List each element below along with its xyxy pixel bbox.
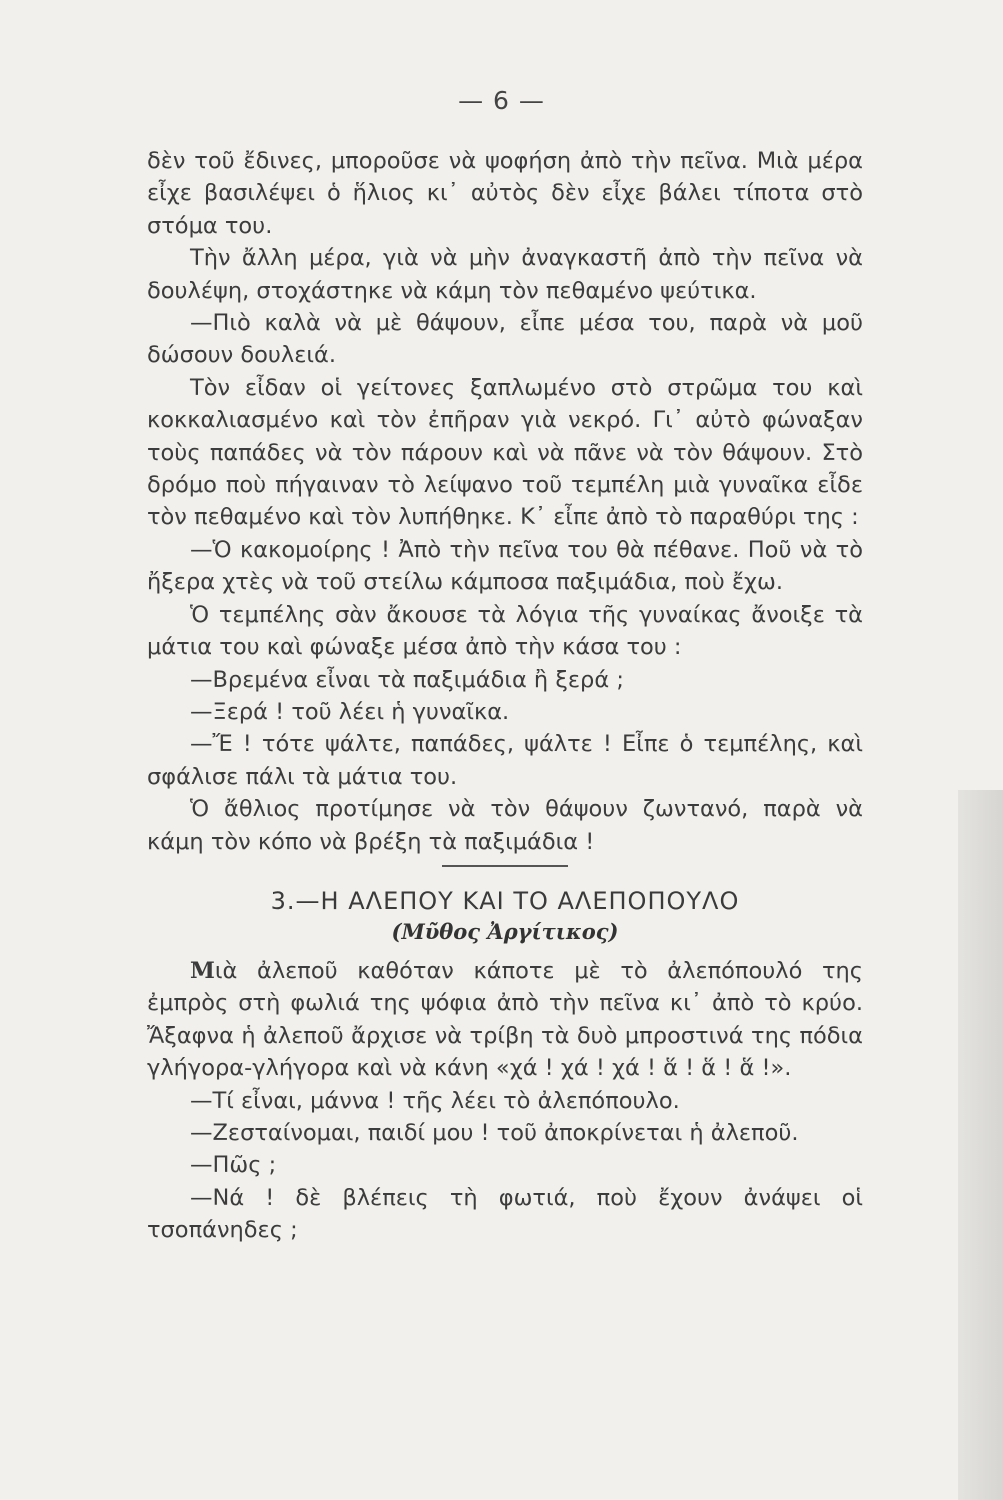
section-subtitle: (Μῦθος Ἀργίτικος)	[391, 918, 619, 944]
paragraph: Τὴν ἄλλη μέρα, γιὰ νὰ μὴν ἀναγκαστῆ ἀπὸ τὴν πεῖνα νὰ δουλέψη, στοχάστηκε νὰ κάμη τὸν πεθαμένο ψεύτικα.	[147, 245, 863, 304]
paragraph: δὲν τοῦ ἔδινες, μποροῦσε νὰ ψοφήση ἀπὸ τὴν πεῖνα. Μιὰ μέρα εἶχε βασιλέψει ὁ ἥλιος κι᾿ αὐτὸς δὲν εἶχε βάλει τίποτα στὸ στόμα του.	[147, 148, 863, 239]
paragraph: —Πῶς ;	[190, 1152, 277, 1179]
first-paragraph	[147, 955, 863, 1085]
paragraph: —Νά ! δὲ βλέπεις τὴ φωτιά, ποὺ ἔχουν ἀνάψει οἱ τσοπάνηδες ;	[147, 1184, 863, 1244]
paragraph: —Τί εἶναι, μάννα ! τῆς λέει τὸ ἀλεπόπουλο.	[190, 1087, 680, 1114]
body-text	[147, 145, 863, 1247]
paragraph: —Ὁ κακομοίρης ! Ἀπὸ τὴν πεῖνα του θὰ πέθανε. Ποῦ νὰ τὸ ἤξερα χτὲς νὰ τοῦ στείλω κάμποσα παξιμάδια, ποὺ ἔχω.	[147, 536, 863, 596]
paragraph: —Ἔ ! τότε ψάλτε, παπάδες, ψάλτε ! Εἶπε ὁ τεμπέλης, καὶ σφάλισε πάλι τὰ μάτια του.	[147, 731, 863, 790]
scan-edge-shadow	[958, 790, 1003, 1500]
paragraph: —Βρεμένα εἶναι τὰ παξιμάδια ἢ ξερά ;	[190, 666, 624, 693]
page-number: — 6 —	[458, 86, 545, 115]
section-divider	[442, 865, 568, 867]
paragraph: Ὁ ἄθλιος προτίμησε νὰ τὸν θάψουν ζωντανό, παρὰ νὰ κάμη τὸν κόπο νὰ βρέξη τὰ παξιμάδια !	[147, 796, 863, 855]
paragraph: Ὁ τεμπέλης σὰν ἄκουσε τὰ λόγια τῆς γυναίκας ἄνοιξε τὰ μάτια του καὶ φώναξε μέσα ἀπὸ τὴν κάσα του :	[147, 601, 863, 661]
paragraph: —Ζεσταίνομαι, παιδί μου ! τοῦ ἀποκρίνεται ἡ ἀλεποῦ.	[190, 1119, 799, 1146]
paragraph: —Ξερά ! τοῦ λέει ἡ γυναῖκα.	[190, 698, 510, 725]
section-title: 3.—Η ΑΛΕΠΟΥ ΚΑΙ ΤΟ ΑΛΕΠΟΠΟΥΛΟ	[270, 886, 740, 915]
first-paragraph-text: ιὰ ἀλεποῦ καθόταν κάποτε μὲ τὸ ἀλεπόπουλό της ἐμπρὸς στὴ φωλιά της ψόφια ἀπὸ τὴν πεῖνα κι᾿ ἀπὸ τὸ κρύο. Ἄξαφνα ἡ ἀλεποῦ ἄρχισε νὰ τρίβη τὰ δυὸ μπροστινά της πόδια γλήγορα-γλήγορα καὶ νὰ κάνη «χά ! χά ! χά ! ἅ ! ἅ ! ἅ !».	[147, 957, 863, 1082]
paragraph: Τὸν εἶδαν οἱ γείτονες ξαπλωμένο στὸ στρῶμα του καὶ κοκκαλιασμένο καὶ τὸν ἐπῆραν γιὰ νεκρό. Γι᾿ αὐτὸ φώναξαν τοὺς παπάδες νὰ τὸν πάρουν καὶ νὰ πᾶνε νὰ τὸν θάψουν. Στὸ δρόμο ποὺ πήγαιναν τὸ λείψανο τοῦ τεμπέλη μιὰ γυναῖκα εἶδε τὸν πεθαμένο καὶ τὸν λυπήθηκε. Κ᾿ εἶπε ἀπὸ τὸ παραθύρι της :	[147, 374, 863, 531]
drop-cap: Μ	[190, 957, 215, 984]
paragraph: —Πιὸ καλὰ νὰ μὲ θάψουν, εἶπε μέσα του, παρὰ νὰ μοῦ δώσουν δουλειά.	[147, 310, 863, 369]
